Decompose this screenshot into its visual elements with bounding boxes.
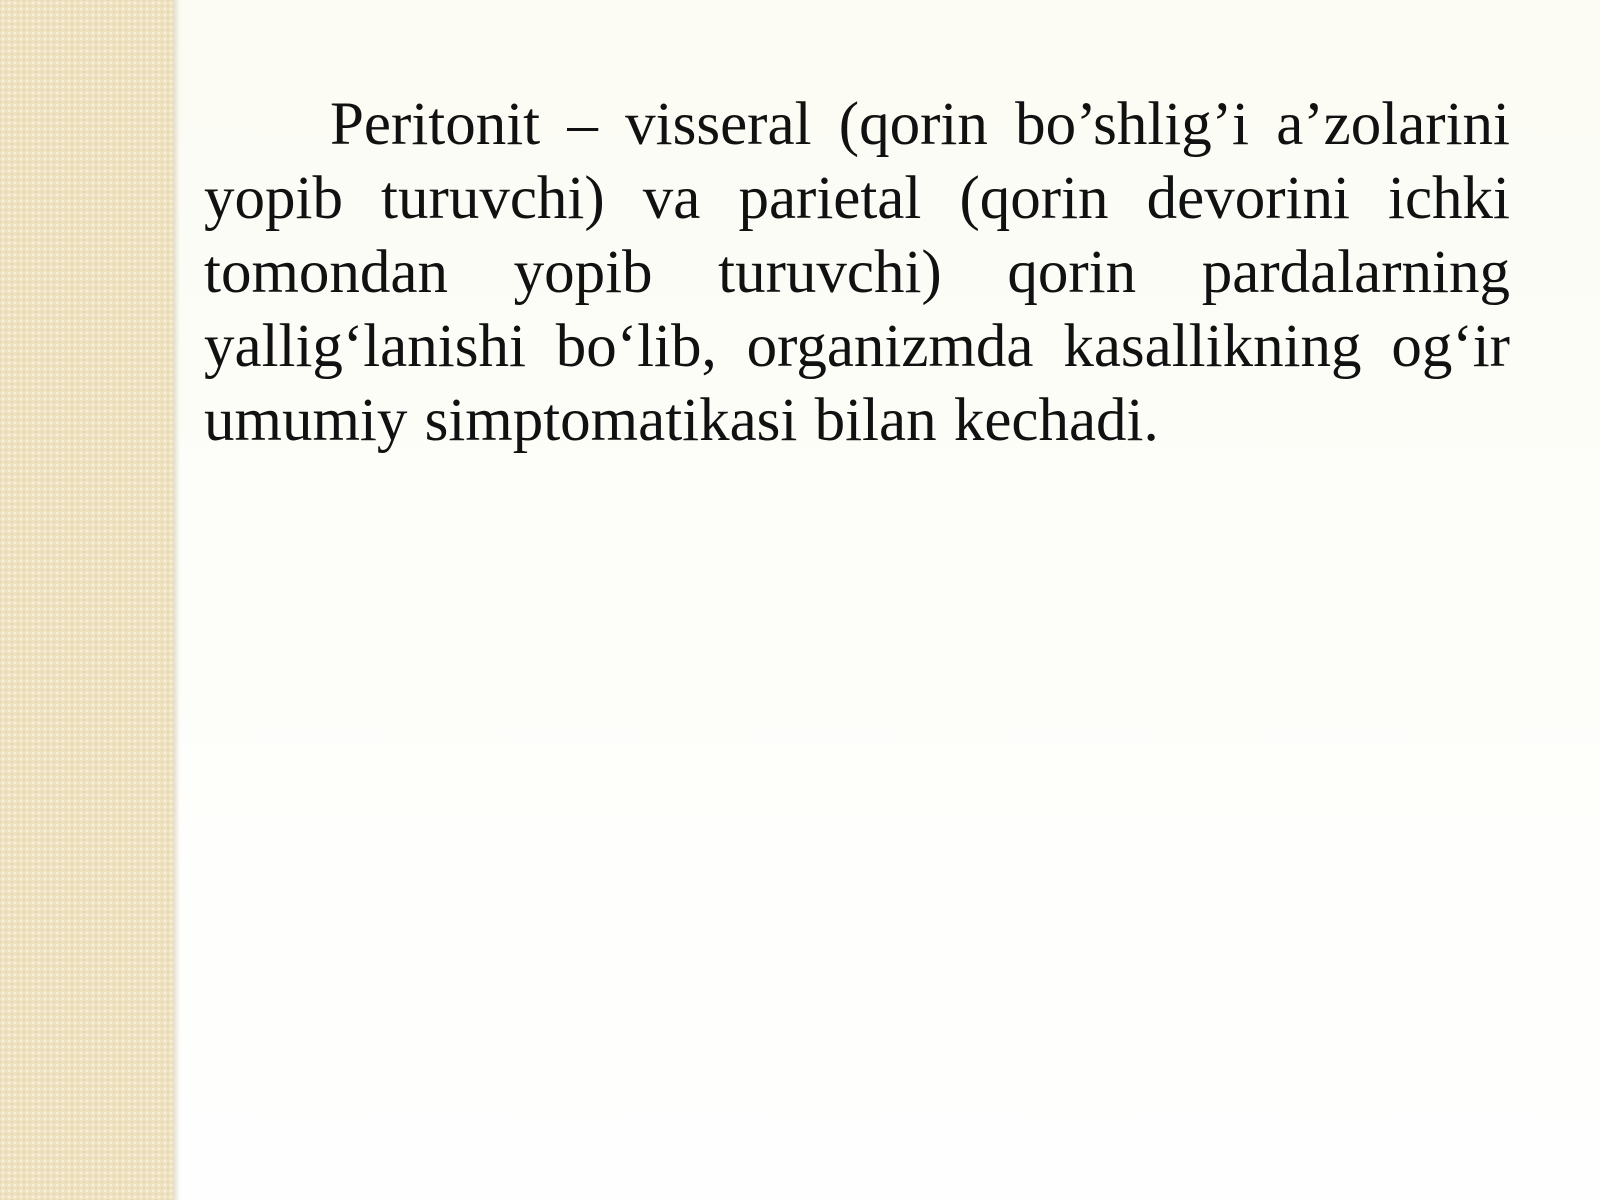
side-band-shadow [174, 0, 180, 1200]
decorative-side-band [0, 0, 174, 1200]
slide-paragraph: Peritonit – visseral (qorin bo’shlig’i a’zolarini yopib turuvchi) va parietal (qorin devorini ichki tomondan yopib turuvchi) qorin pardalarning yallig‘lanishi bo‘lib, organizmda kasallikning og‘ir umumiy simptomatikasi bilan kechadi. [204, 91, 1510, 454]
